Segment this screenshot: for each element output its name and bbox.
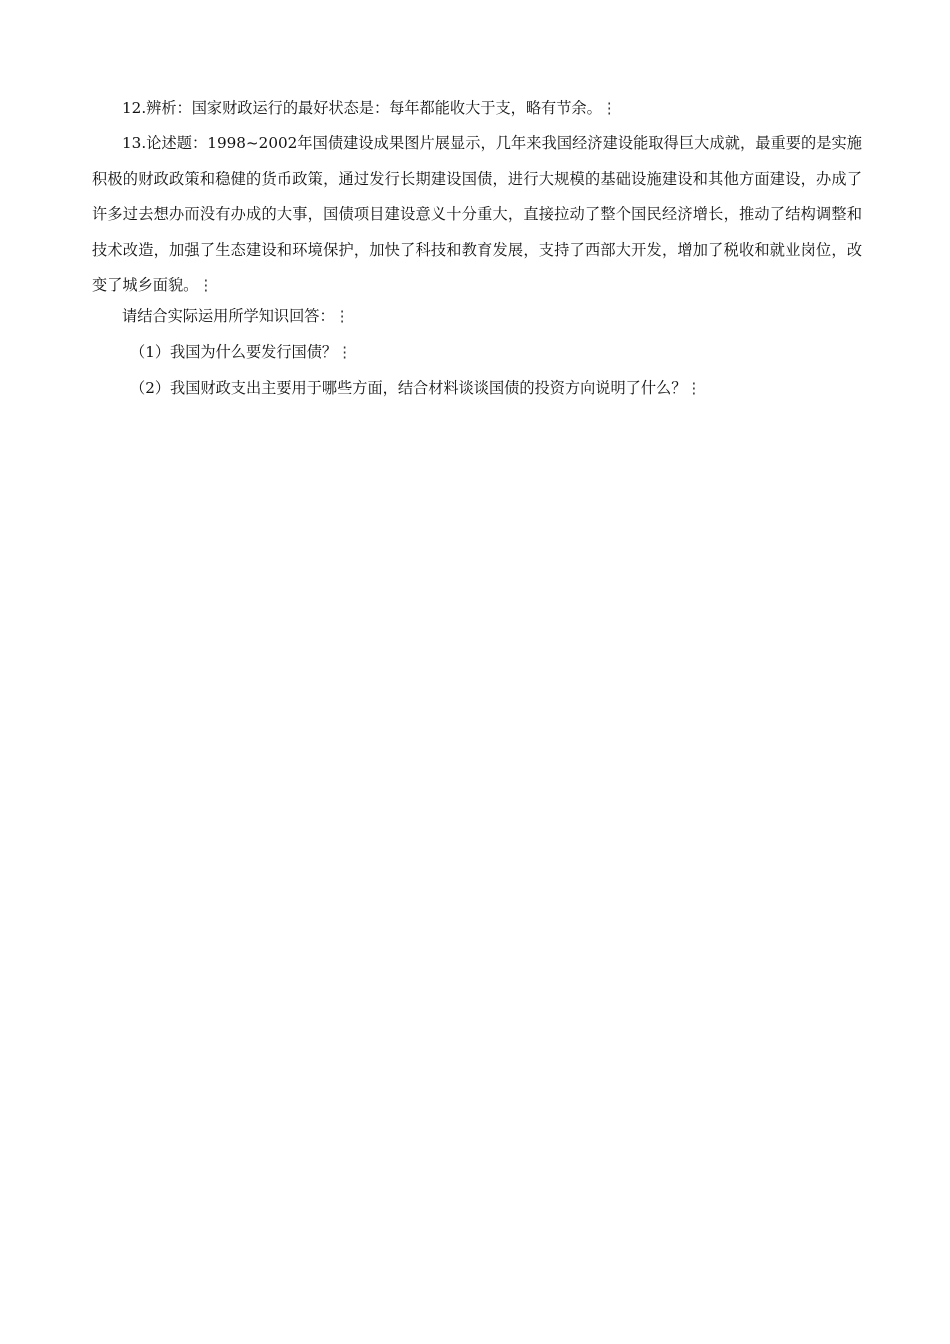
question-12-text: 12.辨析：国家财政运行的最好状态是：每年都能收大于支，略有节余。 [122, 99, 602, 117]
paragraph-mark-icon: ⋮ [337, 342, 353, 361]
question-13 [92, 126, 862, 304]
paragraph-mark-icon: ⋮ [601, 99, 617, 117]
sub-question-2 [92, 378, 862, 398]
paragraph-mark-icon: ⋮ [686, 378, 702, 397]
sub-question-1-text: （1）我国为什么要发行国债？ [130, 342, 338, 361]
document-body [92, 98, 862, 414]
paragraph-mark-icon: ⋮ [198, 276, 214, 294]
answer-prompt [92, 306, 862, 326]
answer-prompt-text: 请结合实际运用所学知识回答： [122, 306, 335, 325]
sub-question-2-text: （2）我国财政支出主要用于哪些方面，结合材料谈谈国债的投资方向说明了什么？ [130, 378, 687, 397]
paragraph-mark-icon: ⋮ [334, 306, 350, 325]
sub-question-1 [92, 342, 862, 362]
question-12 [92, 98, 862, 118]
question-13-text: 13.论述题：1998~2002年国债建设成果图片展显示，几年来我国经济建设能取得巨大成就，最重要的是实施积极的财政政策和稳健的货币政策，通过发行长期建设国债，进行大规模的基础设施建设和其他方面建设，办成了许多过去想办而没有办成的大事，国债项目建设意义十分重大，直接拉动了整个国民经济增长，推动了结构调整和技术改造，加强了生态建设和环境保护，加快了科技和教育发展，支持了西部大开发，增加了税收和就业岗位，改变了城乡面貌。 [92, 134, 862, 294]
